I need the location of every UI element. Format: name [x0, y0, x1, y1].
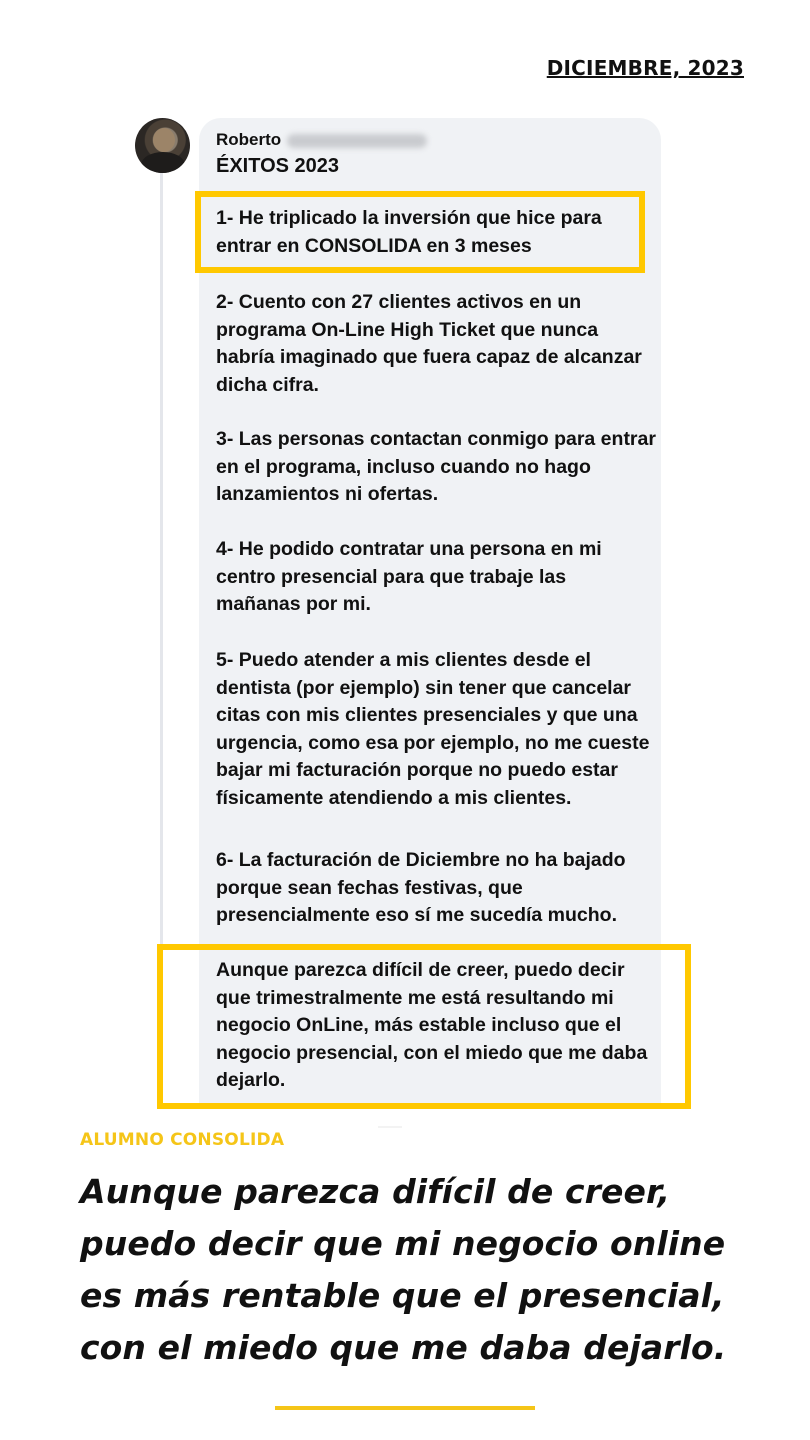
success-item-5: 5- Puedo atender a mis clientes desde el dentista (por ejemplo) sin tener que cancelar citas con mis clientes presenciales y que una urgencia, como esa por ejemplo, no me cueste bajar mi facturación porque no puedo estar físicamente atendiendo a mis clientes. — [216, 649, 650, 809]
success-item-3: 3- Las personas contactan conmigo para entrar en el programa, incluso cuando no hago lanzamientos ni ofertas. — [216, 428, 656, 505]
avatar-head — [153, 128, 175, 152]
student-tag: ALUMNO CONSOLIDA — [80, 1130, 285, 1150]
author-row[interactable] — [216, 130, 427, 150]
success-item-4: 4- He podido contratar una persona en mi centro presencial para que trabaje las mañanas por mi. — [216, 538, 602, 615]
thread-line — [160, 172, 163, 962]
accent-divider — [275, 1406, 535, 1410]
success-item-2: 2- Cuento con 27 clientes activos en un programa On-Line High Ticket que nunca habría imaginado que fuera capaz de alcanzar dicha cifra. — [216, 291, 642, 396]
avatar[interactable] — [135, 118, 190, 173]
conclusion-text: Aunque parezca difícil de creer, puedo decir que trimestralmente me está resultando mi negocio OnLine, más estable incluso que el negocio presencial, con el miedo que me daba dejarlo. — [216, 959, 648, 1091]
success-item-1: 1- He triplicado la inversión que hice para entrar en CONSOLIDA en 3 meses — [216, 207, 602, 257]
highlight-box-conclusion — [157, 944, 691, 1109]
date-label: DICIEMBRE, 2023 — [546, 56, 744, 80]
author-surname-blurred — [287, 134, 427, 148]
divider-small — [378, 1126, 402, 1128]
highlight-box-item-1 — [195, 191, 645, 273]
avatar-shoulders — [141, 152, 185, 173]
testimonial-quote: Aunque parezca difícil de creer, puedo decir que mi negocio online es más rentable que el presencial, con el miedo que me daba dejarlo. — [80, 1172, 727, 1367]
success-item-6: 6- La facturación de Diciembre no ha bajado porque sean fechas festivas, que presencialmente eso sí me sucedía mucho. — [216, 849, 626, 926]
author-name[interactable]: Roberto — [216, 130, 282, 149]
post-title: ÉXITOS 2023 — [216, 155, 340, 177]
